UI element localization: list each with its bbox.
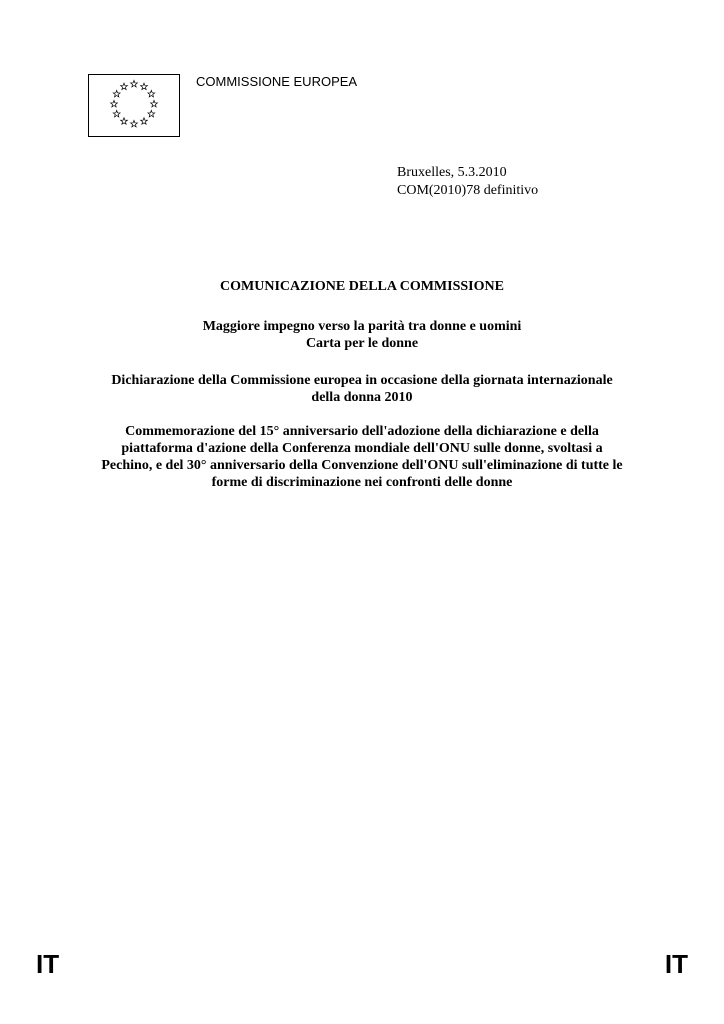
language-code-right: IT [664,949,688,979]
star-icon [148,90,155,97]
star-icon [148,110,155,117]
commission-name: COMMISSIONE EUROPEA [196,74,358,89]
language-code-left: IT [36,949,60,979]
place-date: Bruxelles, 5.3.2010 [397,165,507,180]
star-icon [151,100,158,107]
star-icon [121,83,128,90]
commemoration-line: Commemorazione del 15° anniversario dell'adozione della dichiarazione e della [125,424,599,439]
subtitle-line: Carta per le donne [305,336,419,351]
eu-flag-icon [89,75,179,136]
declaration-line: della donna 2010 [311,390,413,405]
star-icon [113,90,120,97]
star-icon [141,118,148,125]
commemoration-heading [0,423,724,491]
star-icon [121,118,128,125]
star-icon [131,120,138,127]
declaration-heading [0,372,724,406]
commemoration-line: Pechino, e del 30° anniversario della Convenzione dell'ONU sull'eliminazione di tutte le [101,458,623,473]
document-type-label: COMUNICAZIONE DELLA COMMISSIONE [220,279,504,294]
eu-flag-logo [88,74,180,137]
star-icon [111,100,118,107]
document-type [0,278,724,295]
star-icon [131,80,138,87]
declaration-line: Dichiarazione della Commissione europea in occasione della giornata internazionale [111,373,613,388]
date-reference-block [397,164,538,200]
document-reference: COM(2010)78 definitivo [397,183,539,198]
commemoration-line: piattaforma d'azione della Conferenza mondiale dell'ONU sulle donne, svoltasi a [121,441,603,456]
star-icon [113,110,120,117]
star-icon [141,83,148,90]
document-title [0,318,724,352]
title-line: Maggiore impegno verso la parità tra donne e uomini [202,319,522,334]
commemoration-line: forme di discriminazione nei confronti delle donne [211,475,513,490]
